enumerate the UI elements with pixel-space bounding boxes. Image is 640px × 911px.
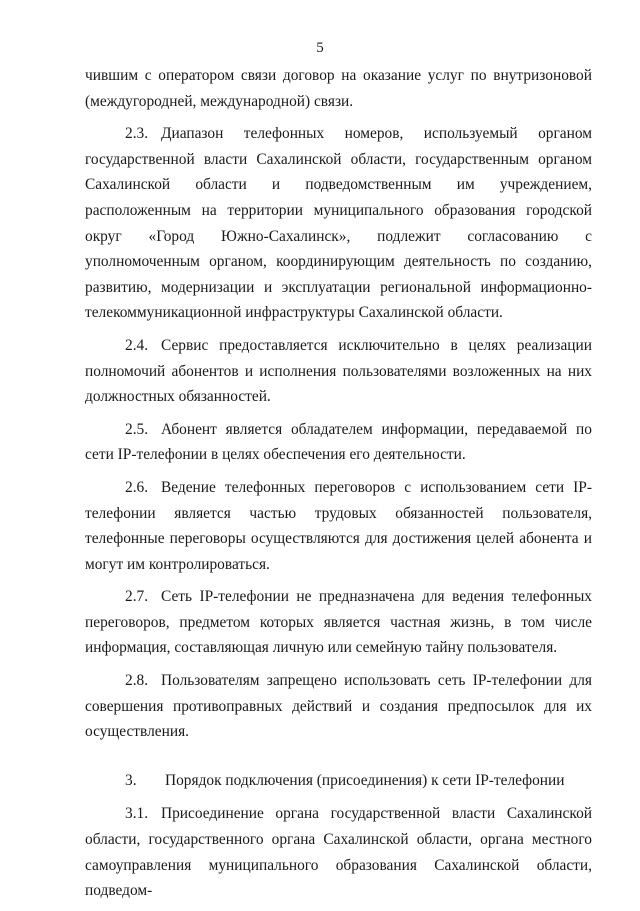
paragraph-text: Сервис предоставляется исключительно в целях реализации полномочий абонентов и исполнения пользователями возложенных на них должностных обязанностей. <box>85 336 592 406</box>
section-title: Порядок подключения (присоединения) к сети IP-телефонии <box>165 771 565 789</box>
paragraph-3-1 <box>85 801 592 903</box>
page-number: 5 <box>316 40 324 56</box>
paragraph-text: чившим с оператором связи договор на оказание услуг по внутризоновой (междугородней, международной) связи. <box>85 67 592 110</box>
paragraph-text: Абонент является обладателем информации, передаваемой по сети IP-телефонии в целях обеспечения его деятельности. <box>85 420 592 464</box>
paragraph-number: 2.8. <box>125 672 149 690</box>
paragraph-number: 3.1. <box>125 805 149 823</box>
document-body <box>85 63 592 911</box>
paragraph-number: 2.3. <box>125 125 149 143</box>
paragraph-number: 2.6. <box>125 478 149 496</box>
paragraph-number: 2.5. <box>125 420 149 438</box>
paragraph-2-4 <box>85 333 592 410</box>
paragraph-2-7 <box>85 584 592 661</box>
paragraph-continuation <box>85 63 592 114</box>
section-number: 3. <box>125 771 137 789</box>
paragraph-number: 2.4. <box>125 336 149 354</box>
section-heading <box>85 768 592 794</box>
paragraph-text: Диапазон телефонных номеров, используемый органом государственной власти Сахалинской области, государственным органом Сахалинской области и подведомственным им учреждением, расположенным на территории муниципального образования городской округ «Город Южно-Сахалинск», подлежит согласованию с уполномоченным органом, координирующим деятельность по созданию, развитию, модернизации и эксплуатации региональной информационно-телекоммуникационной инфраструктуры Сахалинской области. <box>85 125 592 322</box>
paragraph-2-5 <box>85 417 592 468</box>
paragraph-text: Сеть IP-телефонии не предназначена для ведения телефонных переговоров, предметом которых является частная жизнь, в том числе информация, составляющая личную или семейную тайну пользователя. <box>85 588 592 657</box>
paragraph-number: 2.7. <box>125 588 149 606</box>
paragraph-text: Присоединение органа государственной власти Сахалинской области, государственного органа Сахалинской области, органа местного самоуправления муниципального образования Сахалинской области, подведом- <box>85 805 592 900</box>
paragraph-2-3 <box>85 121 592 326</box>
paragraph-text: Ведение телефонных переговоров с использованием сети IP-телефонии является частью трудовых обязанностей пользователя, телефонные переговоры осуществляются для достижения целей абонента и могут им контролироваться. <box>85 478 592 573</box>
paragraph-2-8 <box>85 668 592 745</box>
paragraph-text: Пользователям запрещено использовать сеть IP-телефонии для совершения противоправных действий и создания предпосылок для их осуществления. <box>85 672 592 741</box>
paragraph-2-6 <box>85 475 592 577</box>
